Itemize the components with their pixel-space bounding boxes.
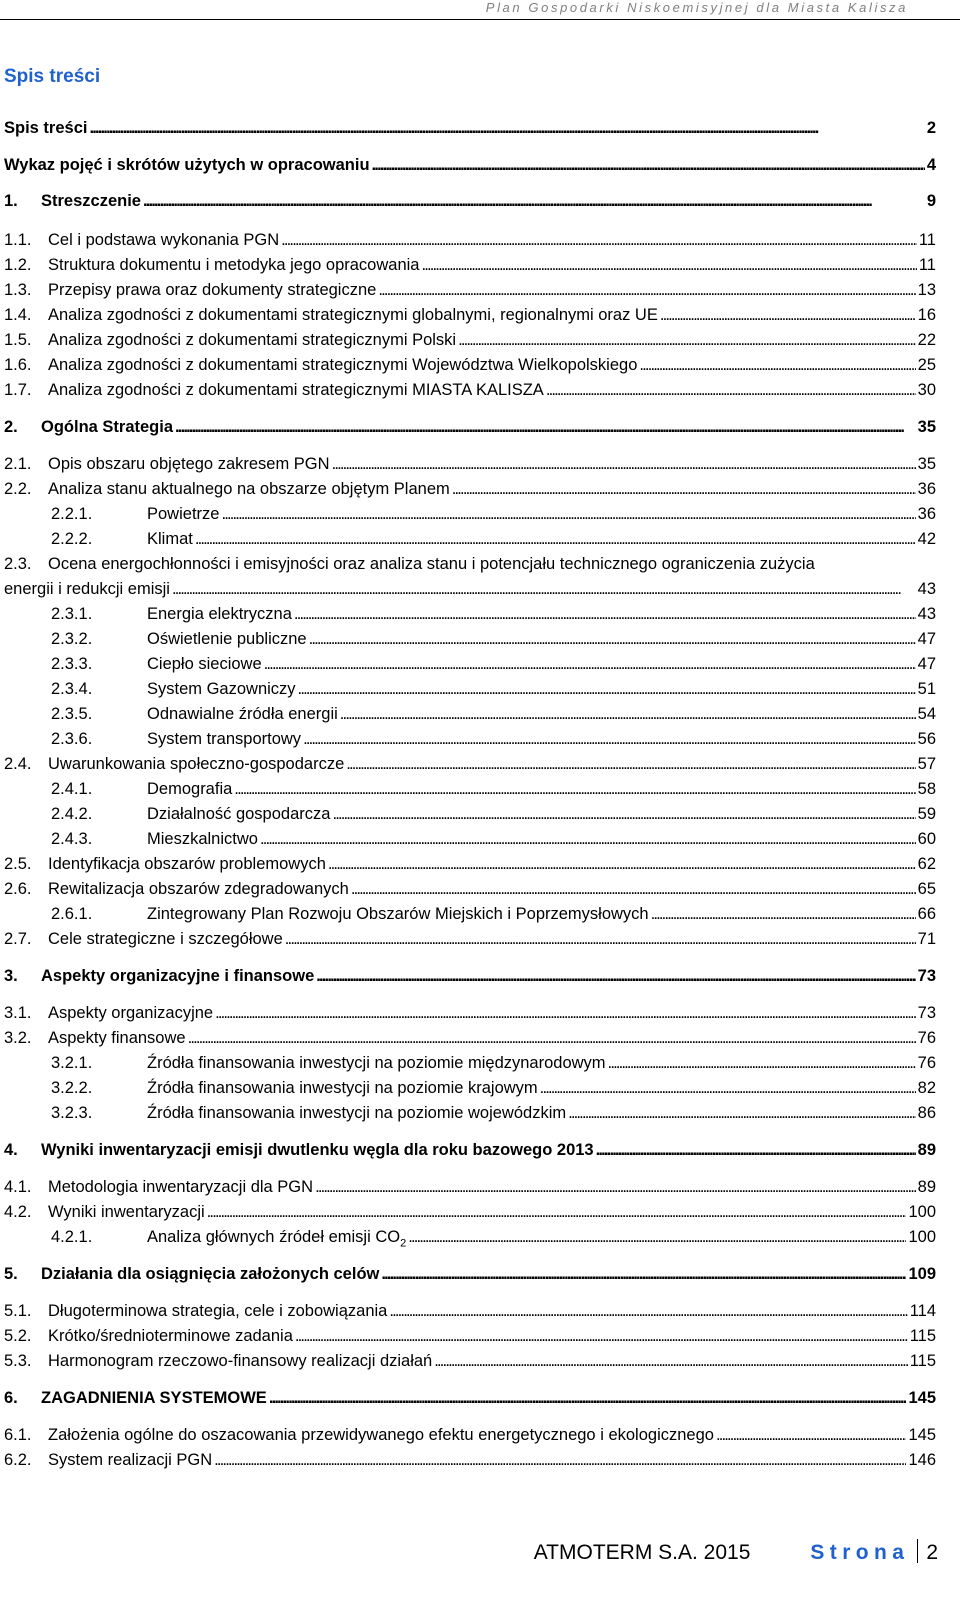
toc-entry[interactable] [4, 902, 936, 926]
toc-entry-title: Przepisy prawa oraz dokumenty strategiczne [48, 281, 377, 299]
dot-leader [269, 1386, 907, 1410]
toc-entry-page: 76 [917, 1054, 936, 1072]
toc-entry-page: 36 [917, 480, 936, 498]
toc-entry-number: 2.4. [4, 755, 32, 773]
toc-entry[interactable] [4, 1324, 936, 1348]
toc-entry-page: 11 [918, 231, 936, 249]
toc-entry[interactable] [4, 1101, 936, 1125]
toc-entry-title: Cel i podstawa wykonania PGN [48, 231, 280, 249]
dot-leader [172, 577, 916, 601]
dot-leader [408, 1225, 906, 1249]
toc-entry-page: 100 [908, 1228, 936, 1246]
dot-leader [568, 1101, 916, 1125]
footer-company: ATMOTERM S.A. 2015 [533, 1541, 751, 1564]
toc-entry[interactable] [4, 527, 936, 551]
toc-entry-number: 6.1. [4, 1426, 32, 1444]
toc-entry-title: Działania dla osiągnięcia założonych celów [41, 1265, 380, 1283]
toc-entry-number: 2.3.2. [51, 630, 93, 648]
toc-entry[interactable] [4, 378, 936, 402]
toc-entry-number: 2.1. [4, 455, 32, 473]
toc-entry[interactable] [4, 1001, 936, 1025]
toc-entry[interactable] [4, 328, 936, 352]
toc-entry-page: 2 [926, 119, 936, 137]
header-title: Plan Gospodarki Niskoemisyjnej dla Miasta Kalisza [485, 0, 908, 15]
toc-entry-title: Działalność gospodarcza [147, 805, 331, 823]
toc-entry-number: 5. [4, 1265, 18, 1283]
toc-entry[interactable] [4, 852, 936, 876]
toc-entry-number: 3.2.1. [51, 1054, 93, 1072]
footer-page-label: Strona [810, 1541, 910, 1564]
toc-entry-number: 2.3. [4, 555, 32, 573]
toc-entry-title: Zintegrowany Plan Rozwoju Obszarów Miejskich i Poprzemysłowych [147, 905, 649, 923]
toc-entry-number: 1. [4, 192, 18, 210]
toc-entry-page: 115 [909, 1327, 936, 1345]
toc-entry-number: 1.2. [4, 256, 32, 274]
dot-leader [188, 1026, 916, 1050]
toc-entry[interactable] [4, 189, 936, 213]
toc-entry[interactable] [4, 1448, 936, 1472]
toc-entry[interactable] [4, 677, 936, 701]
dot-leader [346, 752, 915, 776]
toc-entry-number: 1.6. [4, 356, 32, 374]
toc-entry-title: Metodologia inwentaryzacji dla PGN [48, 1178, 314, 1196]
toc-entry[interactable] [4, 1262, 936, 1286]
page-header [0, 0, 960, 20]
toc-entry-title: Analiza zgodności z dokumentami strategicznymi Polski [48, 331, 457, 349]
toc-entry-page: 114 [909, 1302, 936, 1320]
toc-entry-title: System realizacji PGN [48, 1451, 213, 1469]
dot-leader [434, 1349, 907, 1373]
toc-entry-title: Mieszkalnictwo [147, 830, 258, 848]
toc-heading: Spis treści [4, 66, 101, 87]
toc-entry[interactable] [4, 116, 936, 140]
toc-entry-title: Aspekty organizacyjne [48, 1004, 214, 1022]
toc-entry[interactable] [4, 1076, 936, 1100]
toc-entry-title [147, 1225, 406, 1255]
toc-entry[interactable] [4, 1051, 936, 1075]
dot-leader [540, 1076, 916, 1100]
dot-leader [143, 189, 925, 213]
toc-entry[interactable] [4, 877, 936, 901]
toc-entry-number: 5.1. [4, 1302, 32, 1320]
toc-entry-number: 2.7. [4, 930, 32, 948]
toc-entry-page: 54 [917, 705, 936, 723]
toc-entry-title: Spis treści [4, 119, 88, 137]
toc-entry-title-line1: Ocena energochłonności i emisyjności oraz analiza stanu i potencjału technicznego ograniczenia zużycia [48, 555, 815, 573]
toc-entry-title: Opis obszaru objętego zakresem PGN [48, 455, 330, 473]
toc-entry-page: 73 [917, 1004, 936, 1022]
toc-entry-page: 71 [917, 930, 936, 948]
toc-entry[interactable] [4, 1200, 936, 1224]
footer-page-number: 2 [926, 1541, 938, 1564]
toc-entry[interactable] [4, 1026, 936, 1050]
toc-entry-page: 22 [917, 331, 936, 349]
toc-entry-title: Wyniki inwentaryzacji emisji dwutlenku węgla dla roku bazowego 2013 [41, 1141, 594, 1159]
toc-entry[interactable] [4, 1175, 936, 1199]
toc-entry[interactable] [4, 1225, 936, 1249]
toc-entry-page: 86 [917, 1104, 936, 1122]
dot-leader [332, 802, 915, 826]
toc-entry-title: Wyniki inwentaryzacji [48, 1203, 205, 1221]
dot-leader [315, 1175, 916, 1199]
toc-entry-number: 1.3. [4, 281, 32, 299]
dot-leader [295, 1324, 908, 1348]
dot-leader [285, 927, 916, 951]
toc-entry[interactable] [4, 927, 936, 951]
toc-entry-title: Energia elektryczna [147, 605, 292, 623]
toc-entry-title: Założenia ogólne do oszacowania przewidywanego efektu energetycznego i ekologicznego [48, 1426, 714, 1444]
toc-entry-number: 3.2.3. [51, 1104, 93, 1122]
toc-entry-title: Aspekty finansowe [48, 1029, 186, 1047]
toc-entry-page: 16 [917, 306, 936, 324]
toc-entry-number: 3. [4, 967, 18, 985]
dot-leader [214, 1448, 906, 1472]
dot-leader [215, 1001, 916, 1025]
toc-entry[interactable] [4, 415, 936, 439]
toc-entry-title: Analiza stanu aktualnego na obszarze objętym Planem [48, 480, 450, 498]
toc-entry-number: 3.1. [4, 1004, 32, 1022]
toc-entry-page: 65 [917, 880, 936, 898]
dot-leader [660, 303, 916, 327]
dot-leader [546, 378, 916, 402]
dot-leader [381, 1262, 906, 1286]
toc-entry-number: 2.4.1. [51, 780, 93, 798]
toc-entry[interactable] [4, 477, 936, 501]
toc-entry-page: 89 [917, 1178, 936, 1196]
toc-entry[interactable] [4, 228, 936, 252]
toc-entry[interactable] [4, 502, 936, 526]
toc-entry-page: 58 [917, 780, 936, 798]
toc-entry[interactable] [4, 153, 936, 177]
toc-entry[interactable] [4, 827, 936, 851]
toc-entry-page: 56 [917, 730, 936, 748]
toc-entry-page: 109 [908, 1265, 936, 1283]
dot-leader [316, 964, 915, 988]
dot-leader [389, 1299, 907, 1323]
toc-entry-title: Klimat [147, 530, 193, 548]
toc-entry-title: Krótko/średnioterminowe zadania [48, 1327, 293, 1345]
toc-entry-page: 47 [917, 655, 936, 673]
toc-entry[interactable] [4, 752, 936, 776]
toc-entry[interactable] [4, 964, 936, 988]
toc-entry-page: 13 [917, 281, 936, 299]
toc-entry-number: 6. [4, 1389, 18, 1407]
toc-entry-number: 1.7. [4, 381, 32, 399]
dot-leader [221, 502, 915, 526]
toc-entry-number: 2. [4, 418, 18, 436]
footer-separator [917, 1539, 918, 1563]
toc-entry-number: 4.2.1. [51, 1228, 93, 1246]
dot-leader [421, 253, 916, 277]
toc-entry-number: 4.2. [4, 1203, 32, 1221]
toc-entry-title-line2: energii i redukcji emisji [4, 580, 170, 598]
toc-entry-number: 2.6.1. [51, 905, 93, 923]
dot-leader [303, 727, 916, 751]
toc-entry-title: Ogólna Strategia [41, 418, 174, 436]
toc-entry-title: Uwarunkowania społeczno-gospodarcze [48, 755, 345, 773]
dot-leader [458, 328, 916, 352]
dot-leader [175, 415, 916, 439]
toc-entry-number: 2.2.1. [51, 505, 93, 523]
toc-entry-title: ZAGADNIENIA SYSTEMOWE [41, 1389, 267, 1407]
toc-entry-page: 76 [917, 1029, 936, 1047]
toc-entry-number: 2.3.1. [51, 605, 93, 623]
toc-entry-number: 4. [4, 1141, 18, 1159]
toc-entry[interactable] [4, 253, 936, 277]
dot-leader [340, 702, 916, 726]
toc-entry[interactable] [4, 278, 936, 302]
dot-leader [378, 278, 915, 302]
toc-entry-number: 5.2. [4, 1327, 32, 1345]
toc-entry[interactable] [4, 353, 936, 377]
dot-leader [195, 527, 916, 551]
toc-entry-page: 35 [917, 418, 936, 436]
toc-entry-number: 1.5. [4, 331, 32, 349]
toc-entry-number: 2.3.5. [51, 705, 93, 723]
toc-entry-title: Cele strategiczne i szczegółowe [48, 930, 283, 948]
toc-entry-page: 62 [917, 855, 936, 873]
dot-leader [596, 1138, 916, 1162]
toc-entry[interactable] [4, 652, 936, 676]
toc-entry-number: 2.3.6. [51, 730, 93, 748]
toc-entry[interactable] [4, 727, 936, 751]
toc-entry[interactable] [4, 1349, 936, 1373]
toc-entry-page: 66 [917, 905, 936, 923]
toc-entry-title: Rewitalizacja obszarów zdegradowanych [48, 880, 349, 898]
toc-entry-title: Długoterminowa strategia, cele i zobowiązania [48, 1302, 388, 1320]
toc-entry-page: 145 [908, 1426, 936, 1444]
subscript: 2 [400, 1237, 407, 1250]
toc-entry-title: Streszczenie [41, 192, 141, 210]
dot-leader [89, 116, 924, 140]
toc-entry-title: Analiza zgodności z dokumentami strategicznymi globalnymi, regionalnymi oraz UE [48, 306, 658, 324]
dot-leader [309, 627, 916, 651]
toc-entry-number: 4.1. [4, 1178, 32, 1196]
toc-entry-page: 115 [909, 1352, 936, 1370]
toc-entry-title: Demografia [147, 780, 233, 798]
toc-entry-page: 145 [908, 1389, 936, 1407]
toc-entry-title-text: Analiza głównych źródeł emisji CO [147, 1228, 401, 1246]
toc-entry-page: 51 [917, 680, 936, 698]
toc-entry-page: 89 [917, 1141, 936, 1159]
dot-leader [281, 228, 917, 252]
dot-leader [207, 1200, 907, 1224]
toc-entry[interactable] [4, 777, 936, 801]
toc-entry[interactable] [4, 1423, 936, 1447]
dot-leader [264, 652, 916, 676]
toc-entry-page: 60 [917, 830, 936, 848]
toc-entry-number: 2.2. [4, 480, 32, 498]
dot-leader [260, 827, 916, 851]
toc-entry-number: 5.3. [4, 1352, 32, 1370]
toc-entry[interactable] [4, 602, 936, 626]
toc-entry-title: Powietrze [147, 505, 220, 523]
dot-leader [332, 452, 916, 476]
toc-entry-page: 43 [917, 605, 936, 623]
dot-leader [351, 877, 916, 901]
toc-entry-page: 30 [917, 381, 936, 399]
toc-entry-page: 36 [917, 505, 936, 523]
toc-entry-title: Oświetlenie publiczne [147, 630, 307, 648]
toc-entry-number: 1.4. [4, 306, 32, 324]
toc-entry-page: 47 [917, 630, 936, 648]
dot-leader [651, 902, 916, 926]
toc-entry-number: 2.2.2. [51, 530, 93, 548]
toc-entry-title: Źródła finansowania inwestycji na poziomie wojewódzkim [147, 1104, 567, 1122]
toc-entry[interactable] [4, 1138, 936, 1162]
toc-entry-title: Aspekty organizacyjne i finansowe [41, 967, 315, 985]
toc-entry-title: Harmonogram rzeczowo-finansowy realizacji działań [48, 1352, 433, 1370]
dot-leader [234, 777, 915, 801]
toc-entry-title: Ciepło sieciowe [147, 655, 262, 673]
toc-entry-page: 9 [926, 192, 936, 210]
dot-leader [608, 1051, 916, 1075]
toc-entry[interactable] [4, 552, 936, 601]
toc-entry-title: Analiza zgodności z dokumentami strategicznymi MIASTA KALISZA [48, 381, 544, 399]
toc-entry-page: 100 [908, 1203, 936, 1221]
toc-entry-number: 1.1. [4, 231, 32, 249]
toc-entry-page: 59 [917, 805, 936, 823]
toc-entry-title: Wykaz pojęć i skrótów użytych w opracowaniu [4, 156, 370, 174]
toc-entry-number: 2.3.4. [51, 680, 93, 698]
dot-leader [372, 153, 925, 177]
dot-leader [639, 353, 915, 377]
toc-entry-page: 82 [917, 1079, 936, 1097]
toc-entry-page: 4 [926, 156, 936, 174]
toc-entry-page: 35 [917, 455, 936, 473]
dot-leader [294, 602, 916, 626]
toc-entry-page: 42 [917, 530, 936, 548]
toc-entry-title: Źródła finansowania inwestycji na poziomie międzynarodowym [147, 1054, 606, 1072]
toc-entry-number: 2.6. [4, 880, 32, 898]
page-footer [534, 1539, 938, 1565]
toc-entry-number: 2.4.2. [51, 805, 93, 823]
toc-entry-title: Struktura dokumentu i metodyka jego opracowania [48, 256, 420, 274]
toc-entry-page: 57 [917, 755, 936, 773]
toc-entry-page: 11 [918, 256, 936, 274]
toc-entry-page: 25 [917, 356, 936, 374]
toc-entry[interactable] [4, 452, 936, 476]
toc-entry-number: 2.4.3. [51, 830, 93, 848]
toc-entry[interactable] [4, 702, 936, 726]
toc-entry-title: System Gazowniczy [147, 680, 296, 698]
dot-leader [328, 852, 916, 876]
toc-entry-title: Analiza zgodności z dokumentami strategicznymi Województwa Wielkopolskiego [48, 356, 638, 374]
toc-entry-number: 2.3.3. [51, 655, 93, 673]
toc-entry-page: 43 [917, 580, 936, 598]
toc-entry[interactable] [4, 802, 936, 826]
toc-entry[interactable] [4, 627, 936, 651]
toc-entry[interactable] [4, 1299, 936, 1323]
toc-entry-title: Źródła finansowania inwestycji na poziomie krajowym [147, 1079, 538, 1097]
toc-entry-number: 3.2. [4, 1029, 32, 1047]
dot-leader [298, 677, 916, 701]
toc-entry-page: 146 [908, 1451, 936, 1469]
toc-entry-number: 3.2.2. [51, 1079, 93, 1097]
toc-entry[interactable] [4, 303, 936, 327]
toc-entry[interactable] [4, 1386, 936, 1410]
toc-entry-page: 73 [917, 967, 936, 985]
dot-leader [716, 1423, 907, 1447]
dot-leader [452, 477, 916, 501]
toc-entry-number: 6.2. [4, 1451, 32, 1469]
toc-entry-title: System transportowy [147, 730, 302, 748]
toc-entry-title: Odnawialne źródła energii [147, 705, 338, 723]
toc-entry-title: Identyfikacja obszarów problemowych [48, 855, 326, 873]
toc-entry-number: 2.5. [4, 855, 32, 873]
